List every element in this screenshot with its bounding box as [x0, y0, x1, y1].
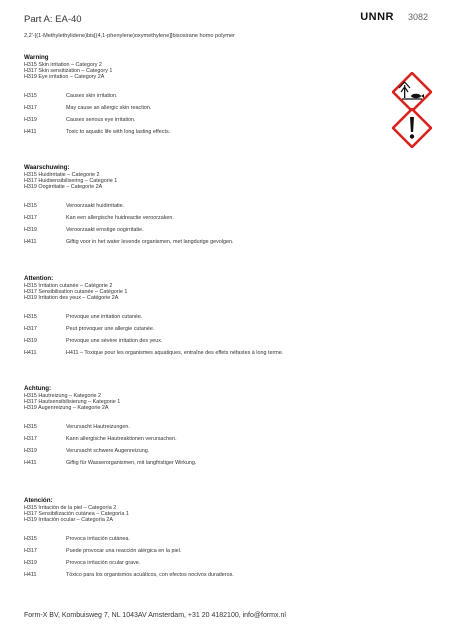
hazard-statement-row: [24, 236, 384, 248]
hazard-section: [24, 164, 384, 248]
un-code: 3082: [407, 12, 428, 22]
section-heading: Warning: [24, 54, 49, 61]
statement-code: H317: [24, 325, 37, 332]
statement-code: H319: [24, 559, 37, 566]
section-heading: Waarschuwing:: [24, 164, 70, 171]
statement-text: H411 – Toxique pour les organismes aquatiques, entraîne des effets néfastes à long terme.: [66, 349, 284, 356]
hazard-statement-row: [24, 545, 384, 557]
hazard-category: H319 Eye irritation – Category 2A: [24, 74, 105, 81]
hazard-category: H315 Huidirritatie – Categorie 2: [24, 172, 100, 178]
statement-code: H317: [24, 547, 37, 554]
statement-code: H411: [24, 128, 37, 135]
statement-code: H319: [24, 447, 37, 454]
statement-text: Causes serious eye irritation.: [66, 116, 136, 123]
hazard-statement-row: [24, 224, 384, 236]
statement-code: H411: [24, 459, 37, 466]
hazard-statement-row: [24, 114, 384, 126]
statement-text: Giftig für Wasserorganismen, mit langfristiger Wirkung.: [66, 459, 197, 466]
statement-text: May cause an allergic skin reaction.: [66, 104, 152, 111]
hazard-statement-row: [24, 557, 384, 569]
statement-text: Kann allergische Hautreaktionen verursachen.: [66, 435, 177, 442]
hazard-statement-row: [24, 90, 384, 102]
hazard-section: [24, 275, 384, 359]
hazard-section: [24, 54, 384, 138]
statement-code: H319: [24, 116, 37, 123]
hazard-statements: [24, 311, 384, 359]
hazard-statement-row: [24, 323, 384, 335]
hazard-statement-row: [24, 433, 384, 445]
hazard-statement-row: [24, 311, 384, 323]
statement-text: Provoca irritación ocular grave.: [66, 559, 141, 566]
statement-code: H317: [24, 104, 37, 111]
hazard-statement-row: [24, 533, 384, 545]
header-right: [360, 11, 428, 23]
hazard-category: H317 Sensibilisation cutanée – Catégorie 1: [24, 289, 128, 296]
hazard-statement-row: [24, 102, 384, 114]
environment-hazard-icon: [392, 72, 432, 112]
statement-code: H315: [24, 92, 37, 99]
statement-code: H411: [24, 238, 37, 245]
statement-text: Tóxico para los organismos acuáticos, con efectos nocivos duraderos.: [66, 571, 234, 578]
section-heading: Achtung:: [24, 385, 52, 392]
statement-text: Veroorzaakt huidirritatie.: [66, 202, 125, 209]
hazard-statement-row: [24, 126, 384, 138]
hazard-statement-row: [24, 457, 384, 469]
statement-text: Verursacht Hautreizungen.: [66, 423, 130, 430]
hazard-section: [24, 385, 384, 469]
statement-code: H315: [24, 202, 37, 209]
hazard-category: H319 Irritación ocular – Categoría 2A: [24, 517, 113, 524]
statement-code: H319: [24, 337, 37, 344]
hazard-statement-row: [24, 421, 384, 433]
statement-text: Peut provoquer une allergie cutanée.: [66, 325, 155, 332]
statement-code: H319: [24, 226, 37, 233]
hazard-category: H317 Skin sensitization – Category 1: [24, 68, 113, 75]
hazard-statements: [24, 533, 384, 581]
statement-code: H411: [24, 349, 37, 356]
hazard-category: H317 Sensibilización cutánea – Categoría 1: [24, 511, 129, 518]
hazard-category: H319 Augenreizung – Kategorie 2A: [24, 405, 109, 412]
hazard-category: H315 Hautreizung – Kategorie 2: [24, 393, 102, 399]
hazard-category: H319 Oogirritatie – Categorie 2A: [24, 184, 103, 191]
brand-logo: UNNR: [360, 11, 394, 23]
section-heading: Attention:: [24, 275, 54, 282]
statement-text: Causes skin irritation.: [66, 92, 118, 99]
statement-text: Giftig voor in het water levende organismen, met langdurige gevolgen.: [66, 238, 234, 245]
hazard-section: [24, 497, 384, 581]
hazard-category: H317 Hautsensibilisierung – Kategorie 1: [24, 399, 121, 406]
statement-text: Puede provocar una reacción alérgica en la piel.: [66, 547, 182, 554]
hazard-statement-row: [24, 347, 384, 359]
part-title: Part A: EA-40: [24, 14, 82, 25]
statement-code: H315: [24, 313, 37, 320]
hazard-category: H315 Irritation cutanée – Catégorie 2: [24, 283, 113, 289]
hazard-statements: [24, 90, 384, 138]
statement-text: Toxic to aquatic life with long lasting effects.: [66, 128, 171, 135]
exclamation-mark-icon: [392, 108, 432, 148]
statement-code: H315: [24, 535, 37, 542]
hazard-statement-row: [24, 335, 384, 347]
hazard-category: H315 Skin irritation – Category 2: [24, 62, 102, 68]
hazard-statements: [24, 200, 384, 248]
statement-text: Provoca irritación cutánea.: [66, 535, 130, 542]
hazard-statement-row: [24, 569, 384, 581]
statement-code: H317: [24, 214, 37, 221]
hazard-category: H317 Huidsensibilisering – Categorie 1: [24, 178, 118, 185]
statement-code: H411: [24, 571, 37, 578]
hazard-category: H315 Irritación de la piel – Categoría 2: [24, 505, 117, 511]
product-name: 2,2'-[(1-Methylethylidene)bis[(4,1-phenylene)oxymethylene]]bisoxirane homo polymer: [24, 33, 235, 39]
hazard-statements: [24, 421, 384, 469]
hazard-statement-row: [24, 200, 384, 212]
statement-text: Verursacht schwere Augenreizung.: [66, 447, 150, 454]
hazard-statement-row: [24, 212, 384, 224]
statement-text: Provoque une irritation cutanée.: [66, 313, 143, 320]
section-heading: Atención:: [24, 497, 53, 504]
statement-text: Provoque une sévère irritation des yeux.: [66, 337, 163, 344]
statement-code: H315: [24, 423, 37, 430]
hazard-category: H319 Irritation des yeux – Catégorie 2A: [24, 295, 119, 302]
statement-text: Kan een allergische huidreactie veroorzaken.: [66, 214, 174, 221]
statement-code: H317: [24, 435, 37, 442]
statement-text: Veroorzaakt ernstige oogirritatie.: [66, 226, 144, 233]
company-footer: Form-X BV, Kombuisweg 7, NL 1043AV Amsterdam, +31 20 4182100, info@formx.nl: [24, 612, 286, 619]
hazard-statement-row: [24, 445, 384, 457]
